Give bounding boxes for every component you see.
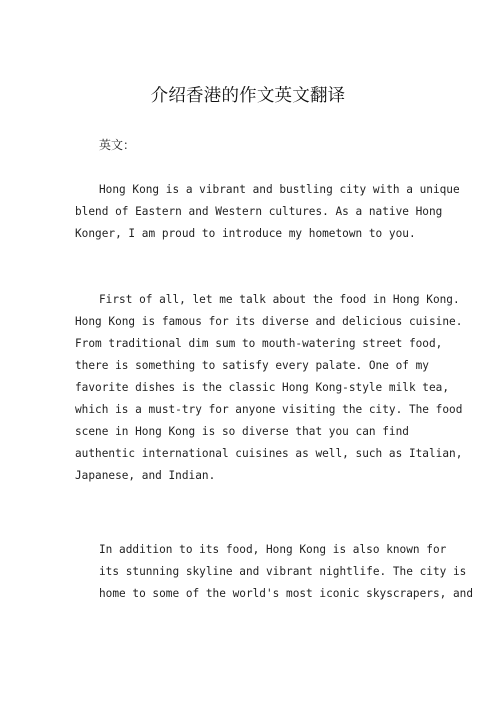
paragraph-1 — [75, 179, 460, 245]
paragraph-line: Hong Kong is a vibrant and bustling city with a unique — [99, 183, 460, 196]
paragraph-line: there is something to satisfy every palate. One of my — [75, 359, 429, 372]
document-title: 介绍香港的作文英文翻译 — [150, 86, 346, 106]
section-label: 英文： — [99, 138, 136, 152]
paragraph-line: blend of Eastern and Western cultures. As a native Hong — [75, 205, 443, 218]
paragraph-3 — [75, 539, 474, 605]
paragraph-line: scene in Hong Kong is so diverse that you can find — [75, 425, 409, 438]
paragraph-line: From traditional dim sum to mouth-watering street food, — [75, 337, 443, 350]
paragraph-line: In addition to its food, Hong Kong is also known for — [99, 543, 447, 556]
paragraph-line: its stunning skyline and vibrant nightlife. The city is — [99, 565, 467, 578]
paragraph-2 — [75, 289, 463, 487]
paragraph-line: favorite dishes is the classic Hong Kong-style milk tea, — [75, 381, 450, 394]
paragraph-line: Hong Kong is famous for its diverse and delicious cuisine. — [75, 315, 463, 328]
paragraph-line: which is a must-try for anyone visiting the city. The food — [75, 403, 463, 416]
paragraph-line: Konger, I am proud to introduce my hometown to you. — [75, 227, 416, 240]
paragraph-line: First of all, let me talk about the food in Hong Kong. — [99, 293, 460, 306]
paragraph-line: Japanese, and Indian. — [75, 469, 216, 482]
paragraph-line: authentic international cuisines as well, such as Italian, — [75, 447, 463, 460]
paragraph-line: home to some of the world's most iconic skyscrapers, and — [99, 587, 474, 600]
